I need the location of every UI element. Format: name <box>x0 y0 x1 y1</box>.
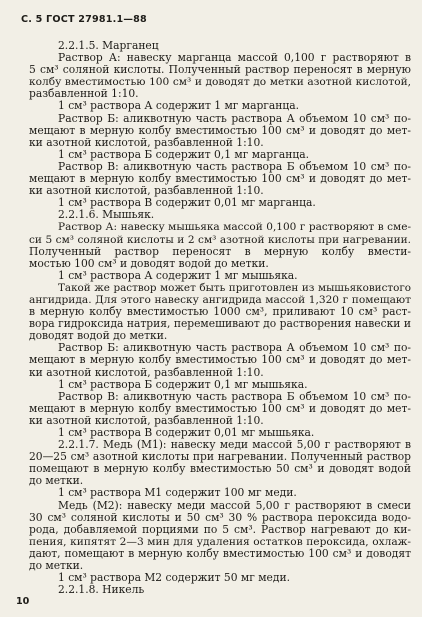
text-line: 1 см³ раствора Б содержит 0,1 мг мышьяка. <box>58 377 308 391</box>
text-line: дают, помещают в мерную колбу вместимостью 100 см³ и доводят <box>29 547 411 560</box>
text-line: 1 см³ раствора М2 содержит 50 мг меди. <box>58 571 290 585</box>
text-line: Раствор В: аликвотную часть раствора Б объемом 10 см³ по- <box>58 390 411 403</box>
text-line: доводят водой до метки. <box>29 329 168 343</box>
section-heading: 2.2.1.5. Марганец <box>58 39 159 52</box>
text-line: ки азотной кислотой, разбавленной 1:10. <box>29 135 264 149</box>
text-line: 1 см³ раствора А содержит 1 мг мышьяка. <box>58 268 298 282</box>
text-line: помещают в мерную колбу вместимостью 50 см³ и доводят водой <box>29 463 411 476</box>
section-heading: 2.2.1.6. Мышьяк. <box>58 208 155 222</box>
text-line: ангидрида. Для этого навеску ангидрида массой 1,320 г помещают <box>29 293 411 306</box>
text-line: вора гидроксида натрия, перемешивают до растворения навески и <box>29 318 411 331</box>
text-line: 30 см³ соляной кислоты и 50 см³ 30 % раствора пероксида водо- <box>29 511 411 524</box>
document-body <box>29 40 411 596</box>
text-line: пения, кипятят 2—3 мин для удаления остатков пероксида, охлаж- <box>29 535 411 548</box>
text-line: 1 см³ раствора Б содержит 0,1 мг марганца. <box>58 147 309 161</box>
section-heading: 2.2.1.8. Никель <box>58 583 145 597</box>
text-line: 2.2.1.7. Медь (М1): навеску меди массой 5,00 г растворяют в <box>58 439 411 452</box>
text-line: мещают в мерную колбу вместимостью 100 см³ и доводят до мет- <box>29 124 411 137</box>
text-line: Полученный раствор переносят в мерную колбу вмести- <box>29 245 411 258</box>
text-line: ки азотной кислотой, разбавленной 1:10. <box>29 184 264 198</box>
running-header: С. 5 ГОСТ 27981.1—88 <box>21 14 147 25</box>
text-line: Раствор Б: аликвотную часть раствора А объемом 10 см³ по- <box>58 342 411 355</box>
text-line: 1 см³ раствора М1 содержит 100 мг меди. <box>58 486 297 500</box>
text-line: 5 см³ соляной кислоты. Полученный раствор переносят в мерную <box>29 64 411 77</box>
text-line: 1 см³ раствора В содержит 0,01 мг мышьяка. <box>58 426 315 439</box>
text-line: 20—25 см³ азотной кислоты при нагревании. Полученный раствор <box>29 451 411 464</box>
text-line: Такой же раствор может быть приготовлен из мышьяковистого <box>58 281 411 294</box>
text-line: Раствор Б: аликвотную часть раствора А объемом 10 см³ по- <box>58 112 411 125</box>
text-line: Раствор А: навеску мышьяка массой 0,100 г растворяют в сме- <box>58 221 411 234</box>
text-line: 1 см³ раствора А содержит 1 мг марганца. <box>58 99 300 113</box>
text-line: в мерную колбу вместимостью 1000 см³, приливают 10 см³ раст- <box>29 306 411 319</box>
page-number: 10 <box>16 596 30 607</box>
text-line: мещают в мерную колбу вместимостью 100 см³ и доводят до мет- <box>29 354 411 367</box>
text-line: мостью 100 см³ и доводят водой до метки. <box>29 256 269 270</box>
text-line: до метки. <box>29 559 84 573</box>
text-line: мещают в мерную колбу вместимостью 100 см³ и доводят до мет- <box>29 402 411 415</box>
text-line: Раствор В: аликвотную часть раствора Б объемом 10 см³ по- <box>58 160 411 173</box>
text-line: си 5 см³ соляной кислоты и 2 см³ азотной кислоты при нагревании. <box>29 233 411 246</box>
text-line: 1 см³ раствора В содержит 0,01 мг марганца. <box>58 196 316 210</box>
text-line: до метки. <box>29 474 84 488</box>
text-line: Раствор А: навеску марганца массой 0,100 г растворяют в <box>58 52 411 65</box>
text-line: ки азотной кислотой, разбавленной 1:10. <box>29 365 264 379</box>
text-line: рода, добавляемой порциями по 5 см³. Раствор нагревают до ки- <box>29 523 411 536</box>
text-line: колбу вместимостью 100 см³ и доводят до метки азотной кислотой, <box>29 76 411 89</box>
text-line: ки азотной кислотой, разбавленной 1:10. <box>29 413 264 427</box>
text-line: мещают в мерную колбу вместимостью 100 см³ и доводят до мет- <box>29 173 411 186</box>
text-line: Медь (М2): навеску меди массой 5,00 г растворяют в смеси <box>58 499 411 512</box>
text-line: разбавленной 1:10. <box>29 87 139 101</box>
